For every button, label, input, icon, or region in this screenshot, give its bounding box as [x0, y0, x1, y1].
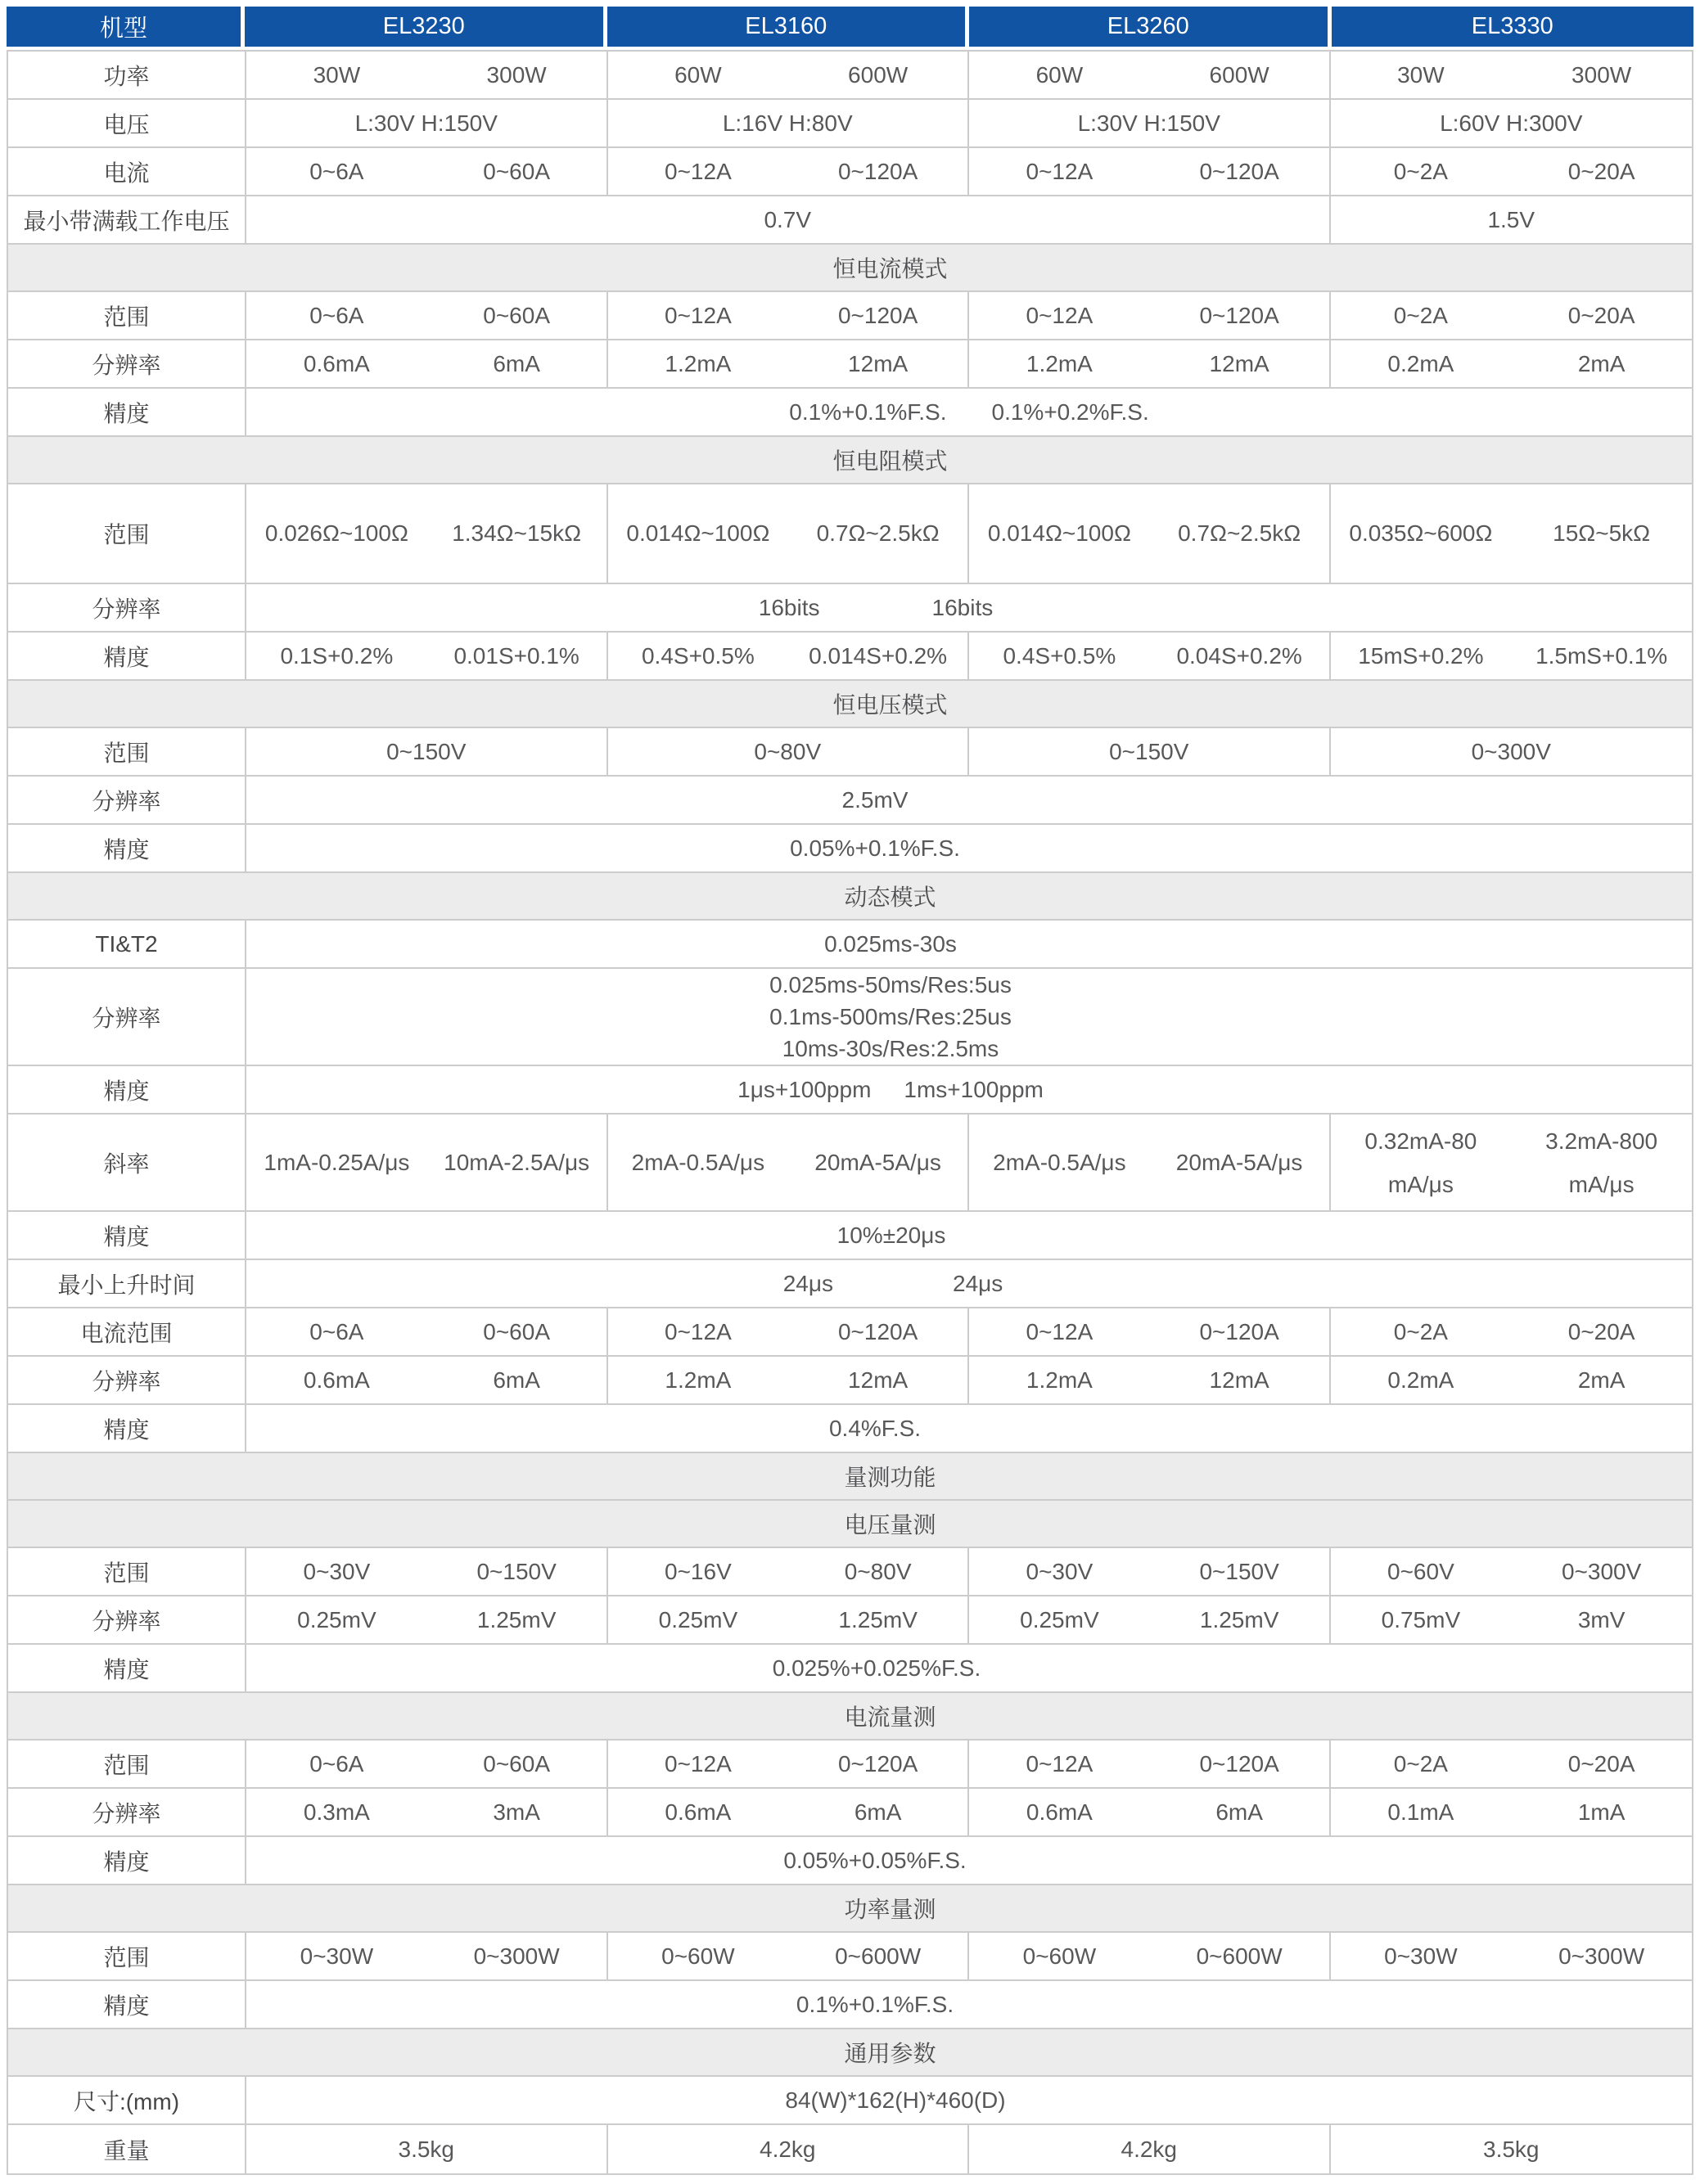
- spec-value-cell: 3.5kg: [246, 2125, 608, 2173]
- spec-value-cell: 0.4S+0.5%: [641, 642, 755, 669]
- spec-value-cell: 0.7Ω~2.5kΩ: [1150, 484, 1331, 583]
- spec-row: [8, 1357, 1692, 1405]
- spec-row: [8, 196, 1692, 245]
- section-title: 恒电流模式: [832, 256, 948, 281]
- spec-row: [8, 1981, 1692, 2029]
- spec-value-cell: 0~600W: [788, 1933, 969, 1979]
- spec-value-cell: 0.05%+0.1%F.S.: [790, 835, 960, 861]
- spec-value-cell: 0~150V: [427, 1548, 608, 1595]
- row-label: 精度: [8, 1837, 246, 1884]
- spec-value-cell: 0.75mV: [1381, 1606, 1461, 1632]
- spec-value-cell: 0~120A: [788, 292, 969, 339]
- spec-value-cell: 0~60W: [661, 1943, 735, 1969]
- spec-value-cell: 60W: [1035, 61, 1084, 88]
- spec-value-cell: 0~120A: [788, 1308, 969, 1355]
- spec-row: [8, 1933, 1692, 1981]
- spec-row: [8, 52, 1692, 100]
- spec-value-cell: 0~120A: [1150, 1308, 1331, 1355]
- spec-value-cell: 12mA: [788, 340, 969, 387]
- spec-value-cell: 1.2mA: [1026, 350, 1093, 376]
- spec-value-cell: 20mA-5A/μs: [1150, 1115, 1331, 1210]
- spec-value-cell: 1mA: [1577, 1799, 1626, 1825]
- spec-value-cell: 300W: [1571, 61, 1632, 88]
- spec-value-cell: 1.25mV: [1150, 1596, 1331, 1643]
- spec-value-cell: 0~30V: [1026, 1558, 1094, 1584]
- header-model-label: 机型: [7, 7, 245, 47]
- spec-value-cell: 0~20A: [1567, 302, 1635, 328]
- spec-value-cell: 0~2A: [1393, 302, 1448, 328]
- spec-value-cell: 0.6mA: [303, 1367, 370, 1393]
- spec-value-cell: 10%±20μs: [836, 1222, 946, 1248]
- row-label: 精度: [8, 825, 246, 871]
- spec-value-cell: L:60V H:300V: [1440, 110, 1583, 136]
- spec-value-cell: L:30V H:150V: [969, 100, 1331, 146]
- spec-value-cell: 600W: [1150, 52, 1331, 98]
- row-label: 范围: [8, 728, 246, 775]
- spec-row: [8, 584, 1692, 633]
- row-label: 分辨率: [8, 1357, 246, 1403]
- section-title: 电流量测: [844, 1704, 936, 1730]
- row-label: 范围: [8, 484, 246, 583]
- spec-value-cell: 0~2A: [1393, 1750, 1448, 1776]
- spec-value-cell: 0~150V: [246, 728, 608, 775]
- section-band: [8, 873, 1692, 921]
- spec-row: [8, 1596, 1692, 1645]
- spec-value-cell: 6mA: [427, 1357, 608, 1403]
- spec-value-cell: 0~6A: [309, 1750, 364, 1776]
- header-model-el3160: EL3160: [607, 7, 970, 47]
- row-label: 尺寸:(mm): [8, 2077, 246, 2123]
- spec-row: [8, 100, 1692, 148]
- spec-value-cell: 0.025%+0.025%F.S.: [772, 1655, 981, 1681]
- spec-value-cell: 0.7Ω~2.5kΩ: [788, 484, 969, 583]
- spec-row: [8, 1789, 1692, 1837]
- spec-value-cell: 0.026Ω~100Ω: [264, 520, 408, 546]
- section-title: 恒电压模式: [832, 692, 948, 718]
- spec-row: [8, 1308, 1692, 1357]
- section-band: [8, 681, 1692, 728]
- spec-value-cell: 0~120A: [1150, 292, 1331, 339]
- row-label: 分辨率: [8, 1596, 246, 1643]
- section-title: 电压量测: [844, 1512, 936, 1538]
- spec-value-cell: 1.5V: [1487, 206, 1535, 232]
- spec-value-cell: 0~12A: [665, 158, 732, 184]
- spec-value-cell: 0~6A: [309, 158, 364, 184]
- spec-row: [8, 1645, 1692, 1693]
- header-model-el3330: EL3330: [1332, 7, 1694, 47]
- spec-value-cell: 0~12A: [665, 302, 732, 328]
- row-label: 精度: [8, 389, 246, 435]
- spec-value-cell: 1.25mV: [427, 1596, 608, 1643]
- spec-value-cell: 0~16V: [665, 1558, 732, 1584]
- section-title: 动态模式: [844, 885, 936, 910]
- row-label: 范围: [8, 1548, 246, 1595]
- section-title: 通用参数: [844, 2041, 936, 2066]
- spec-value-cell: 0~60A: [427, 1308, 608, 1355]
- spec-value-cell: 0~60A: [427, 292, 608, 339]
- section-title: 量测功能: [844, 1465, 936, 1490]
- spec-row: [8, 1115, 1692, 1212]
- spec-value-cell: 6mA: [788, 1789, 969, 1835]
- spec-row: [8, 1066, 1692, 1115]
- spec-value-cell: 0~80V: [788, 1548, 969, 1595]
- spec-value-cell: 3mA: [427, 1789, 608, 1835]
- spec-value-cell: 0.6mA: [303, 350, 370, 376]
- spec-value-cell: 0.035Ω~600Ω: [1349, 520, 1493, 546]
- spec-value-cell: 1.2mA: [1026, 1367, 1093, 1393]
- row-label: 分辨率: [8, 777, 246, 823]
- header-model-el3260: EL3260: [969, 7, 1332, 47]
- spec-value-cell: 0.1S+0.2%: [280, 642, 394, 669]
- spec-value-cell: 2mA-0.5A/μs: [631, 1149, 765, 1175]
- spec-value-cell: 0.04S+0.2%: [1150, 633, 1331, 679]
- spec-row: [8, 1405, 1692, 1453]
- row-label: 分辨率: [8, 1789, 246, 1835]
- spec-value-cell: 6mA: [1150, 1789, 1331, 1835]
- spec-value-cell: 0.1mA: [1387, 1799, 1454, 1825]
- spec-value-cell: L:16V H:80V: [608, 100, 970, 146]
- spec-row: [8, 292, 1692, 340]
- spec-value-cell: 0.7V: [246, 196, 1331, 243]
- spec-value-cell: 0.014Ω~100Ω: [987, 520, 1131, 546]
- row-label: 电压: [8, 100, 246, 146]
- row-label: 最小带满载工作电压: [8, 196, 246, 243]
- spec-value-cell: 0~6A: [309, 302, 364, 328]
- spec-value-cell: 0~20A: [1567, 158, 1635, 184]
- spec-value-cell: 0.01S+0.1%: [427, 633, 608, 679]
- section-band: [8, 1501, 1692, 1548]
- spec-value-cell: 6mA: [427, 340, 608, 387]
- spec-value-cell: 0~12A: [1026, 1318, 1094, 1344]
- spec-value-cell: 1.34Ω~15kΩ: [427, 484, 608, 583]
- row-label: 精度: [8, 1066, 246, 1113]
- section-band: [8, 2029, 1692, 2077]
- section-title: 功率量测: [844, 1897, 936, 1922]
- spec-value-cell: L:30V H:150V: [246, 100, 608, 146]
- spec-value-cell: 600W: [788, 52, 969, 98]
- spec-value-cell: 20mA-5A/μs: [788, 1115, 969, 1210]
- spec-value-cell: 0~120A: [1150, 1740, 1331, 1787]
- spec-value-cell: 12mA: [1150, 340, 1331, 387]
- spec-value-cell: 4.2kg: [608, 2125, 970, 2173]
- spec-value-cell: 0.4S+0.5%: [1003, 642, 1116, 669]
- spec-row: [8, 1212, 1692, 1260]
- spec-value-cell: 2mA: [1577, 350, 1626, 376]
- header-model-el3230: EL3230: [245, 7, 607, 47]
- spec-row: [8, 969, 1692, 1066]
- spec-value-cell: 30W: [313, 61, 361, 88]
- spec-value-cell: 60W: [674, 61, 722, 88]
- spec-row: [8, 1260, 1692, 1308]
- spec-value-cell: 0.25mV: [658, 1606, 738, 1632]
- row-label: 最小上升时间: [8, 1260, 246, 1307]
- spec-value-cell: 24μs 24μs: [782, 1270, 1003, 1296]
- spec-value-cell: 0~30W: [1384, 1943, 1458, 1969]
- spec-value-cell: 0~6A: [309, 1318, 364, 1344]
- spec-value-cell: 0~60W: [1022, 1943, 1097, 1969]
- spec-value-cell: 16bits 16bits: [758, 594, 994, 620]
- section-band: [8, 1693, 1692, 1740]
- spec-value-cell: 0~300V: [1561, 1558, 1642, 1584]
- spec-value-cell: 0~120A: [788, 1740, 969, 1787]
- spec-row: [8, 340, 1692, 389]
- spec-value-cell: 0.6mA: [1026, 1799, 1093, 1825]
- spec-value-cell: 0~120A: [1150, 148, 1331, 195]
- section-band: [8, 245, 1692, 292]
- spec-value-cell: 0.025ms-50ms/Res:5us 0.1ms-500ms/Res:25us 10ms-30s/Res:2.5ms: [769, 972, 1012, 1061]
- spec-value-cell: 0~2A: [1393, 1318, 1448, 1344]
- spec-value-cell: 0~2A: [1393, 158, 1448, 184]
- spec-value-cell: 0~12A: [665, 1750, 732, 1776]
- spec-value-cell: 2.5mV: [841, 786, 909, 813]
- spec-value-cell: 0~60A: [427, 1740, 608, 1787]
- row-label: 斜率: [8, 1115, 246, 1210]
- spec-value-cell: 4.2kg: [969, 2125, 1331, 2173]
- spec-row: [8, 2077, 1692, 2125]
- spec-value-cell: 84(W)*162(H)*460(D): [785, 2087, 1006, 2113]
- row-label: 范围: [8, 292, 246, 339]
- spec-value-cell: 3.5kg: [1483, 2136, 1540, 2162]
- spec-value-cell: 0.2mA: [1387, 1367, 1454, 1393]
- spec-row: [8, 728, 1692, 777]
- row-label: 分辨率: [8, 969, 246, 1065]
- spec-row: [8, 148, 1692, 196]
- spec-value-cell: 1.5mS+0.1%: [1535, 642, 1668, 669]
- spec-row: [8, 921, 1692, 969]
- spec-value-cell: 0~300V: [1471, 738, 1551, 764]
- spec-value-cell: 0.025ms-30s: [824, 930, 957, 957]
- spec-row: [8, 1837, 1692, 1885]
- row-label: 精度: [8, 1405, 246, 1452]
- spec-value-cell: 0.4%F.S.: [828, 1415, 922, 1441]
- spec-value-cell: 2mA: [1577, 1367, 1626, 1393]
- row-label: 分辨率: [8, 584, 246, 631]
- spec-value-cell: 1.2mA: [665, 350, 732, 376]
- row-label: 重量: [8, 2125, 246, 2173]
- spec-row: [8, 1548, 1692, 1596]
- spec-value-cell: 15Ω~5kΩ: [1553, 520, 1651, 546]
- section-band: [8, 437, 1692, 484]
- spec-value-cell: 0~20A: [1567, 1318, 1635, 1344]
- section-title: 恒电阻模式: [832, 448, 948, 474]
- spec-value-cell: 0.1%+0.1%F.S. 0.1%+0.2%F.S.: [789, 399, 1149, 425]
- spec-value-cell: 0~30V: [303, 1558, 371, 1584]
- spec-row: [8, 825, 1692, 873]
- row-label: 精度: [8, 633, 246, 679]
- row-label: 范围: [8, 1740, 246, 1787]
- table-body: [7, 50, 1693, 2175]
- spec-value-cell: 0~12A: [1026, 302, 1094, 328]
- spec-value-cell: 1mA-0.25A/μs: [264, 1149, 410, 1175]
- spec-value-cell: 0~20A: [1567, 1750, 1635, 1776]
- spec-value-cell: 0~60A: [427, 148, 608, 195]
- spec-value-cell: 0~12A: [665, 1318, 732, 1344]
- spec-value-cell: 10mA-2.5A/μs: [427, 1115, 608, 1210]
- spec-value-cell: 0~80V: [608, 728, 970, 775]
- spec-value-cell: 0.3mA: [303, 1799, 370, 1825]
- row-label: 精度: [8, 1645, 246, 1691]
- row-label: 范围: [8, 1933, 246, 1979]
- spec-value-cell: 0~150V: [969, 728, 1331, 775]
- spec-value-cell: 0.25mV: [297, 1606, 377, 1632]
- spec-value-cell: 15mS+0.2%: [1358, 642, 1484, 669]
- spec-row: [8, 2125, 1692, 2173]
- spec-value-cell: 0~150V: [1150, 1548, 1331, 1595]
- spec-value-cell: 2mA-0.5A/μs: [993, 1149, 1126, 1175]
- spec-value-cell: 0~120A: [788, 148, 969, 195]
- section-band: [8, 1453, 1692, 1501]
- spec-value-cell: 0.25mV: [1020, 1606, 1099, 1632]
- spec-value-cell: 0~300W: [427, 1933, 608, 1979]
- section-band: [8, 1885, 1692, 1933]
- row-label: 电流范围: [8, 1308, 246, 1355]
- spec-value-cell: 3mV: [1577, 1606, 1626, 1632]
- spec-value-cell: 1.2mA: [665, 1367, 732, 1393]
- spec-row: [8, 389, 1692, 437]
- spec-value-cell: 1μs+100ppm 1ms+100ppm: [737, 1076, 1044, 1102]
- spec-value-cell: 3.2mA-800 mA/μs: [1545, 1128, 1658, 1197]
- row-label: 功率: [8, 52, 246, 98]
- spec-value-cell: 0.014S+0.2%: [788, 633, 969, 679]
- table-header-row: [7, 7, 1693, 47]
- spec-value-cell: 0.32mA-80 mA/μs: [1364, 1128, 1477, 1197]
- row-label: 精度: [8, 1981, 246, 2028]
- row-label: 精度: [8, 1212, 246, 1259]
- row-label: TI&T2: [8, 921, 246, 967]
- spec-value-cell: 12mA: [1150, 1357, 1331, 1403]
- row-label: 电流: [8, 148, 246, 195]
- spec-row: [8, 1740, 1692, 1789]
- spec-value-cell: 0.6mA: [665, 1799, 732, 1825]
- spec-value-cell: 0~30W: [300, 1943, 374, 1969]
- spec-value-cell: 0.014Ω~100Ω: [626, 520, 770, 546]
- spec-row: [8, 633, 1692, 681]
- spec-value-cell: 0~12A: [1026, 158, 1094, 184]
- spec-row: [8, 484, 1692, 584]
- spec-value-cell: 0.1%+0.1%F.S.: [796, 1991, 954, 2017]
- spec-value-cell: 0.05%+0.05%F.S.: [783, 1847, 967, 1873]
- spec-value-cell: 0~600W: [1150, 1933, 1331, 1979]
- spec-value-cell: 0.2mA: [1387, 350, 1454, 376]
- spec-row: [8, 777, 1692, 825]
- spec-value-cell: 300W: [427, 52, 608, 98]
- spec-value-cell: 30W: [1397, 61, 1445, 88]
- spec-value-cell: 12mA: [788, 1357, 969, 1403]
- row-label: 分辨率: [8, 340, 246, 387]
- spec-value-cell: 0~12A: [1026, 1750, 1094, 1776]
- spec-value-cell: 1.25mV: [788, 1596, 969, 1643]
- spec-value-cell: 0~60V: [1387, 1558, 1454, 1584]
- spec-value-cell: 0~300W: [1558, 1943, 1645, 1969]
- spec-table: [7, 7, 1693, 2175]
